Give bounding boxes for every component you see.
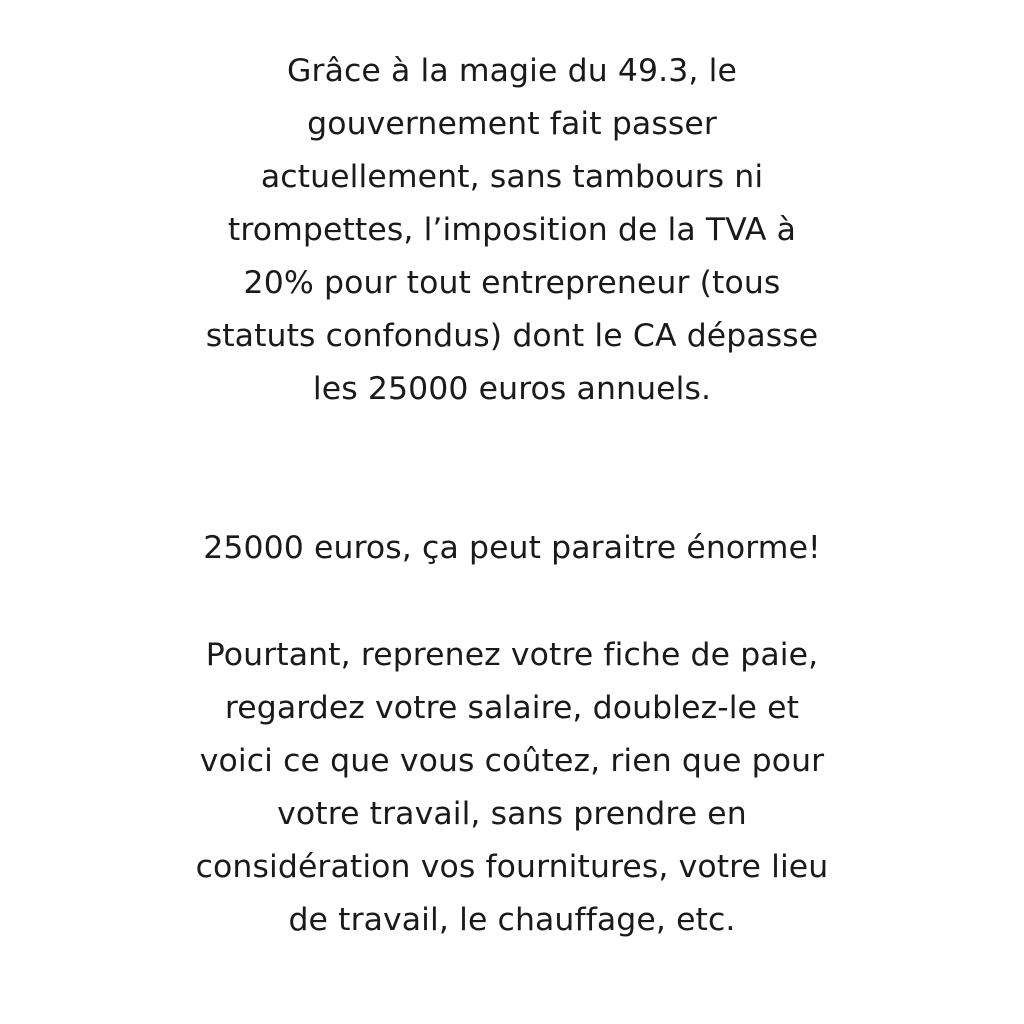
text-line: trompettes, l’imposition de la TVA à: [227, 212, 797, 248]
text-line: gouvernement fait passer: [307, 106, 717, 142]
text-line: Pourtant, reprenez votre fiche de paie,: [205, 637, 819, 673]
text-line: voici ce que vous coûtez, rien que pour: [199, 743, 825, 779]
text-line: considération vos fournitures, votre lieu: [195, 849, 829, 885]
text-line: 20% pour tout entrepreneur (tous: [243, 265, 781, 301]
text-line: votre travail, sans prendre en: [277, 796, 747, 832]
text-line: les 25000 euros annuels.: [312, 371, 712, 407]
paragraph-amount-remark: [0, 522, 1024, 575]
text-line: statuts confondus) dont le CA dépasse: [205, 318, 819, 354]
paragraph-salary-explanation: [0, 629, 1024, 947]
text-line: 25000 euros, ça peut paraitre énorme!: [203, 530, 821, 566]
paragraph-tva-announcement: [0, 45, 1024, 416]
text-line: Grâce à la magie du 49.3, le: [287, 53, 737, 89]
text-line: regardez votre salaire, doublez-le et: [224, 690, 800, 726]
text-line: actuellement, sans tambours ni: [260, 159, 764, 195]
text-line: de travail, le chauffage, etc.: [288, 902, 736, 938]
